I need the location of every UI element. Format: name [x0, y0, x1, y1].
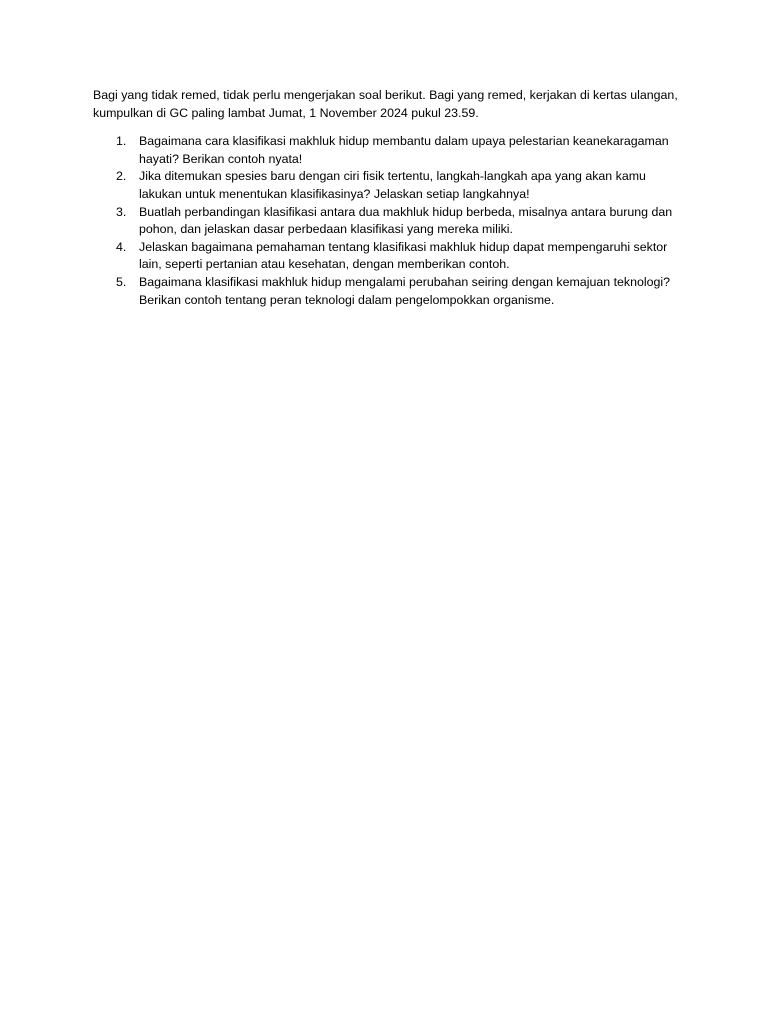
question-text: Buatlah perbandingan klasifikasi antara dua makhluk hidup berbeda, misalnya antara burung dan pohon, dan jelaskan dasar perbedaan klasifikasi yang mereka miliki.	[139, 204, 673, 237]
question-text: Jelaskan bagaimana pemahaman tentang klasifikasi makhluk hidup dapat mempengaruhi sektor lain, seperti pertanian atau kesehatan, dengan memberikan contoh.	[139, 239, 668, 272]
question-text: Bagaimana klasifikasi makhluk hidup mengalami perubahan seiring dengan kemajuan teknologi? Berikan contoh tentang peran teknologi dalam pengelompokkan organisme.	[139, 274, 671, 307]
question-number: 2.	[116, 169, 127, 184]
list-item	[93, 133, 683, 168]
question-number: 4.	[116, 239, 127, 254]
question-number: 5.	[116, 274, 127, 289]
list-item	[93, 239, 683, 274]
list-item	[93, 204, 683, 239]
list-item	[93, 274, 683, 309]
question-text: Jika ditemukan spesies baru dengan ciri fisik tertentu, langkah-langkah apa yang akan kamu lakukan untuk menentukan klasifikasinya? Jelaskan setiap langkahnya!	[139, 169, 646, 201]
intro-paragraph: Bagi yang tidak remed, tidak perlu mengerjakan soal berikut. Bagi yang remed, kerjakan di kertas ulangan, kumpulkan di GC paling lambat Jumat, 1 November 2024 pukul 23.59.	[93, 88, 678, 120]
question-text: Bagaimana cara klasifikasi makhluk hidup membantu dalam upaya pelestarian keanekaragaman hayati? Berikan contoh nyata!	[139, 134, 669, 166]
question-list	[93, 133, 683, 309]
document-body	[93, 87, 683, 309]
question-number: 1.	[116, 134, 127, 149]
list-item	[93, 168, 683, 203]
question-number: 3.	[116, 204, 127, 219]
